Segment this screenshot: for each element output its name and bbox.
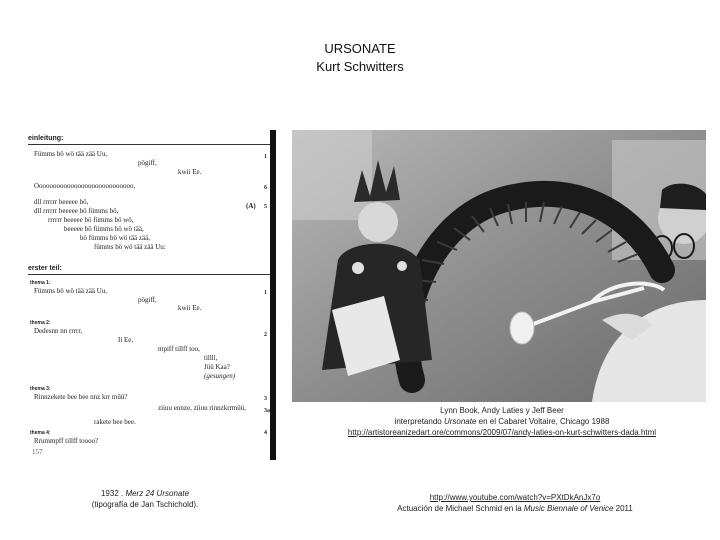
score-mark-a: (A) xyxy=(246,202,256,210)
score-line: kwii Ee. xyxy=(178,304,202,312)
score-line: mpiff tillff too, xyxy=(158,345,200,353)
score-line: rrrrrr beeeee bö fümms bö wö, xyxy=(48,216,134,224)
score-line: bö fümms bö wö tää zää, xyxy=(80,234,150,242)
video-caption-line: Actuación de Michael Schmid en la Music Biennale of Venice 2011 xyxy=(397,504,633,513)
score-line: Rrummpff tillff toooo? xyxy=(34,437,99,445)
score-number: 4 xyxy=(264,430,267,436)
score-number: 1 xyxy=(264,290,267,296)
score-line: ziiuu ennze, ziiuu rinnzkrrmüü, xyxy=(158,404,247,412)
score-line: pögiff, xyxy=(138,296,157,304)
score-caption-line2: (tipografía de Jan Tschichold). xyxy=(91,500,199,509)
photo-caption xyxy=(300,405,704,438)
score-section-einleitung: einleitung: xyxy=(28,134,270,145)
slide-author: Kurt Schwitters xyxy=(316,59,404,74)
ursonate-italic: Ursonate xyxy=(443,417,477,426)
photo-caption-line2: interpretando Ursonate en el Cabaret Voltaire, Chicago 1988 xyxy=(394,417,610,426)
score-line: Fümms bö wö tää zää Uu, xyxy=(34,287,108,295)
score-number: 1 xyxy=(264,154,267,160)
score-page-number: 157 xyxy=(32,448,43,456)
score-line: kwii Ee. xyxy=(178,168,202,176)
score-line: dll rrrrrr beeeee bö, xyxy=(34,198,89,206)
score-line: dll rrrrrr beeeee bö fümms bö, xyxy=(34,207,119,215)
score-theme-label: thema 1: xyxy=(30,280,51,286)
score-line: fümms bö wö tää zää Uu: xyxy=(94,243,166,251)
score-theme-label: thema 4: xyxy=(30,430,51,436)
ursonate-score-page xyxy=(28,130,282,460)
score-line: Oooooooooooooooooooooooooooo, xyxy=(34,182,136,190)
score-theme-label: thema 3: xyxy=(30,386,51,392)
score-section-erster-teil: erster teil: xyxy=(28,264,270,275)
score-line: Dedesnn nn rrrrr, xyxy=(34,327,83,335)
youtube-link[interactable]: http://www.youtube.com/watch?v=PXtDkAnJx7o xyxy=(429,493,601,502)
score-caption xyxy=(60,488,230,510)
score-line: beeeee bö fümms bö wö tää, xyxy=(64,225,144,233)
score-line: tillll, xyxy=(204,354,218,362)
score-margin-bar xyxy=(270,130,276,460)
score-theme-label: thema 2: xyxy=(30,320,51,326)
video-caption xyxy=(330,492,700,514)
score-line: Jüü Kaa? xyxy=(204,363,230,371)
score-number: 2 xyxy=(264,332,267,338)
score-line: pögiff, xyxy=(138,159,157,167)
score-number: 6 xyxy=(264,185,267,191)
score-line: rakete bee bee. xyxy=(94,418,136,426)
score-number: 3 xyxy=(264,396,267,402)
photo-caption-line1: Lynn Book, Andy Laties y Jeff Beer xyxy=(440,406,564,415)
score-line: (gesungen) xyxy=(204,372,236,380)
slide-title: URSONATE xyxy=(324,41,396,56)
score-line: Rinnzekete bee bee nnz krr müü? xyxy=(34,393,128,401)
score-line: Fümms bö wö tää zää Uu, xyxy=(34,150,108,158)
performance-photo xyxy=(292,130,706,402)
score-number: 5 xyxy=(264,204,267,210)
photo-source-link[interactable]: http://artistoreanizedart.ore/commons/2009/07/andy-laties-on-kurt-schwitters-dada.html xyxy=(347,428,657,437)
score-caption-line1: 1932 . Merz 24 Ursonate xyxy=(100,489,190,498)
score-number: 3a xyxy=(264,408,270,414)
score-line: Ii Ee, xyxy=(118,336,134,344)
